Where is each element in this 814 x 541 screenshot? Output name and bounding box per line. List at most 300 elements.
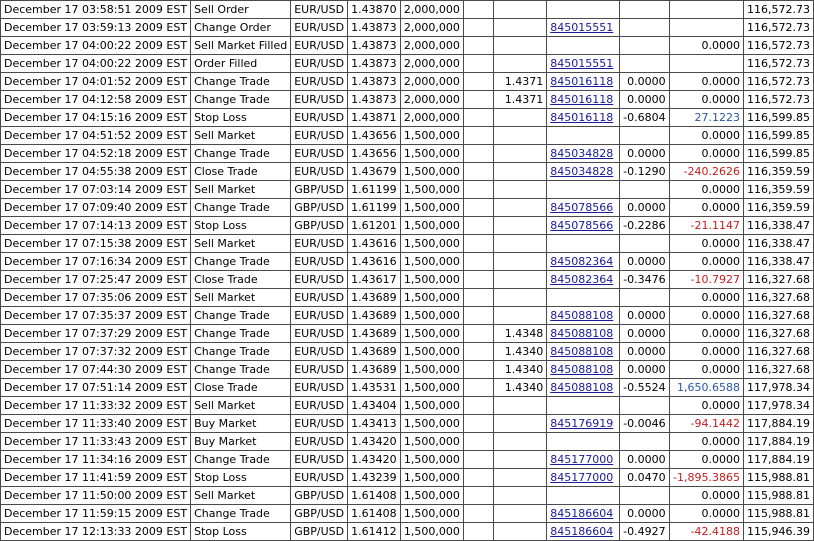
- ticket-link: [547, 235, 620, 253]
- ticket-number-link[interactable]: 845015551: [550, 21, 614, 34]
- interest-cell: -0.6804: [620, 109, 669, 127]
- empty-cell: [463, 487, 493, 505]
- amount-cell: 2,000,000: [400, 73, 463, 91]
- interest-cell: -0.3476: [620, 271, 669, 289]
- rate-cell: 1.43689: [348, 289, 401, 307]
- table-row: [1, 127, 814, 145]
- balance-cell: 116,338.47: [743, 235, 813, 253]
- interest-cell: -0.5524: [620, 379, 669, 397]
- rate-cell: 1.43689: [348, 325, 401, 343]
- amount-cell: 1,500,000: [400, 271, 463, 289]
- balance-cell: 117,978.34: [743, 397, 813, 415]
- pair-cell: GBP/USD: [291, 523, 348, 541]
- empty-cell: [463, 217, 493, 235]
- ticket-link: [547, 325, 620, 343]
- empty-cell: [463, 127, 493, 145]
- pair-cell: EUR/USD: [291, 469, 348, 487]
- amount-cell: 2,000,000: [400, 91, 463, 109]
- pair-cell: GBP/USD: [291, 181, 348, 199]
- rate-cell: 1.43404: [348, 397, 401, 415]
- profit-loss-cell: 0.0000: [669, 397, 743, 415]
- action-cell: Sell Order: [191, 1, 291, 19]
- ticket-number-link[interactable]: 845082364: [550, 273, 614, 286]
- table-row: [1, 235, 814, 253]
- empty-cell: [463, 145, 493, 163]
- date-cell: December 17 11:33:40 2009 EST: [1, 415, 191, 433]
- amount-cell: 1,500,000: [400, 325, 463, 343]
- ticket-link: [547, 289, 620, 307]
- amount-cell: 1,500,000: [400, 217, 463, 235]
- action-cell: Order Filled: [191, 55, 291, 73]
- ticket-link: [547, 163, 620, 181]
- date-cell: December 17 04:51:52 2009 EST: [1, 127, 191, 145]
- profit-loss-cell: 0.0000: [669, 289, 743, 307]
- ticket-link: [547, 433, 620, 451]
- pair-cell: EUR/USD: [291, 127, 348, 145]
- balance-cell: 117,884.19: [743, 415, 813, 433]
- amount-cell: 1,500,000: [400, 433, 463, 451]
- limit-rate-cell: [494, 181, 547, 199]
- amount-cell: 1,500,000: [400, 127, 463, 145]
- action-cell: Change Trade: [191, 505, 291, 523]
- ticket-number-link[interactable]: 845186604: [550, 507, 614, 520]
- profit-loss-cell: 27.1223: [669, 109, 743, 127]
- limit-rate-cell: [494, 397, 547, 415]
- table-row: [1, 217, 814, 235]
- action-cell: Sell Market: [191, 487, 291, 505]
- ticket-number-link[interactable]: 845015551: [550, 57, 614, 70]
- ticket-number-link[interactable]: 845088108: [550, 345, 614, 358]
- limit-rate-cell: [494, 469, 547, 487]
- interest-cell: 0.0000: [620, 451, 669, 469]
- empty-cell: [463, 433, 493, 451]
- action-cell: Close Trade: [191, 379, 291, 397]
- action-cell: Change Trade: [191, 451, 291, 469]
- balance-cell: 115,946.39: [743, 523, 813, 541]
- balance-cell: 117,978.34: [743, 379, 813, 397]
- limit-rate-cell: [494, 505, 547, 523]
- rate-cell: 1.43873: [348, 37, 401, 55]
- ticket-link: [547, 55, 620, 73]
- balance-cell: 116,359.59: [743, 199, 813, 217]
- empty-cell: [463, 199, 493, 217]
- limit-rate-cell: 1.4348: [494, 325, 547, 343]
- pair-cell: EUR/USD: [291, 307, 348, 325]
- table-row: [1, 289, 814, 307]
- action-cell: Stop Loss: [191, 469, 291, 487]
- pair-cell: EUR/USD: [291, 235, 348, 253]
- profit-loss-cell: 0.0000: [669, 505, 743, 523]
- date-cell: December 17 07:25:47 2009 EST: [1, 271, 191, 289]
- ticket-number-link[interactable]: 845016118: [550, 75, 614, 88]
- date-cell: December 17 04:52:18 2009 EST: [1, 145, 191, 163]
- balance-cell: 116,599.85: [743, 109, 813, 127]
- amount-cell: 2,000,000: [400, 19, 463, 37]
- ticket-link: [547, 361, 620, 379]
- ticket-number-link[interactable]: 845176919: [550, 417, 614, 430]
- rate-cell: 1.43531: [348, 379, 401, 397]
- profit-loss-cell: 0.0000: [669, 433, 743, 451]
- date-cell: December 17 11:34:16 2009 EST: [1, 451, 191, 469]
- empty-cell: [463, 55, 493, 73]
- limit-rate-cell: [494, 19, 547, 37]
- action-cell: Change Trade: [191, 307, 291, 325]
- ticket-link: [547, 199, 620, 217]
- table-row: [1, 361, 814, 379]
- ticket-number-link[interactable]: 845016118: [550, 111, 614, 124]
- amount-cell: 1,500,000: [400, 379, 463, 397]
- interest-cell: 0.0000: [620, 361, 669, 379]
- amount-cell: 1,500,000: [400, 487, 463, 505]
- limit-rate-cell: [494, 415, 547, 433]
- empty-cell: [463, 289, 493, 307]
- rate-cell: 1.61199: [348, 181, 401, 199]
- ticket-number-link[interactable]: 845088108: [550, 309, 614, 322]
- pair-cell: EUR/USD: [291, 145, 348, 163]
- interest-cell: 0.0000: [620, 199, 669, 217]
- rate-cell: 1.43873: [348, 55, 401, 73]
- profit-loss-cell: 0.0000: [669, 145, 743, 163]
- action-cell: Change Order: [191, 19, 291, 37]
- empty-cell: [463, 109, 493, 127]
- ticket-link: [547, 415, 620, 433]
- balance-cell: 116,338.47: [743, 253, 813, 271]
- empty-cell: [463, 307, 493, 325]
- pair-cell: EUR/USD: [291, 415, 348, 433]
- table-row: [1, 55, 814, 73]
- ticket-link: [547, 343, 620, 361]
- profit-loss-cell: 0.0000: [669, 37, 743, 55]
- pair-cell: EUR/USD: [291, 163, 348, 181]
- table-row: [1, 505, 814, 523]
- date-cell: December 17 11:50:00 2009 EST: [1, 487, 191, 505]
- amount-cell: 1,500,000: [400, 289, 463, 307]
- action-cell: Change Trade: [191, 145, 291, 163]
- amount-cell: 1,500,000: [400, 307, 463, 325]
- amount-cell: 1,500,000: [400, 397, 463, 415]
- action-cell: Change Trade: [191, 91, 291, 109]
- action-cell: Change Trade: [191, 199, 291, 217]
- pair-cell: EUR/USD: [291, 253, 348, 271]
- ticket-number-link[interactable]: 845177000: [550, 453, 614, 466]
- interest-cell: [620, 37, 669, 55]
- amount-cell: 1,500,000: [400, 199, 463, 217]
- limit-rate-cell: [494, 433, 547, 451]
- limit-rate-cell: 1.4340: [494, 379, 547, 397]
- interest-cell: [620, 181, 669, 199]
- date-cell: December 17 11:59:15 2009 EST: [1, 505, 191, 523]
- action-cell: Change Trade: [191, 325, 291, 343]
- limit-rate-cell: [494, 127, 547, 145]
- pair-cell: EUR/USD: [291, 271, 348, 289]
- empty-cell: [463, 361, 493, 379]
- pair-cell: EUR/USD: [291, 73, 348, 91]
- limit-rate-cell: [494, 145, 547, 163]
- table-row: [1, 523, 814, 541]
- amount-cell: 2,000,000: [400, 109, 463, 127]
- action-cell: Stop Loss: [191, 217, 291, 235]
- ticket-number-link[interactable]: 845034828: [550, 165, 614, 178]
- table-row: [1, 37, 814, 55]
- limit-rate-cell: [494, 451, 547, 469]
- ticket-number-link[interactable]: 845082364: [550, 255, 614, 268]
- interest-cell: 0.0000: [620, 325, 669, 343]
- interest-cell: 0.0000: [620, 73, 669, 91]
- pair-cell: EUR/USD: [291, 1, 348, 19]
- profit-loss-cell: 0.0000: [669, 73, 743, 91]
- interest-cell: 0.0470: [620, 469, 669, 487]
- empty-cell: [463, 235, 493, 253]
- interest-cell: [620, 487, 669, 505]
- empty-cell: [463, 73, 493, 91]
- table-row: [1, 163, 814, 181]
- ticket-number-link[interactable]: 845088108: [550, 327, 614, 340]
- empty-cell: [463, 505, 493, 523]
- ticket-link: [547, 505, 620, 523]
- profit-loss-cell: 0.0000: [669, 361, 743, 379]
- action-cell: Change Trade: [191, 343, 291, 361]
- balance-cell: 116,572.73: [743, 91, 813, 109]
- rate-cell: 1.43420: [348, 451, 401, 469]
- balance-cell: 117,884.19: [743, 433, 813, 451]
- amount-cell: 2,000,000: [400, 55, 463, 73]
- date-cell: December 17 07:35:06 2009 EST: [1, 289, 191, 307]
- table-row: [1, 487, 814, 505]
- ticket-number-link[interactable]: 845078566: [550, 201, 614, 214]
- rate-cell: 1.61201: [348, 217, 401, 235]
- ticket-number-link[interactable]: 845088108: [550, 381, 614, 394]
- pair-cell: GBP/USD: [291, 505, 348, 523]
- interest-cell: [620, 235, 669, 253]
- rate-cell: 1.43689: [348, 307, 401, 325]
- interest-cell: 0.0000: [620, 91, 669, 109]
- profit-loss-cell: 0.0000: [669, 325, 743, 343]
- date-cell: December 17 07:51:14 2009 EST: [1, 379, 191, 397]
- ticket-number-link[interactable]: 845177000: [550, 471, 614, 484]
- date-cell: December 17 03:59:13 2009 EST: [1, 19, 191, 37]
- ticket-link: [547, 523, 620, 541]
- pair-cell: EUR/USD: [291, 397, 348, 415]
- interest-cell: [620, 397, 669, 415]
- ticket-number-link[interactable]: 845078566: [550, 219, 614, 232]
- balance-cell: 116,338.47: [743, 217, 813, 235]
- amount-cell: 1,500,000: [400, 469, 463, 487]
- ticket-link: [547, 127, 620, 145]
- amount-cell: 1,500,000: [400, 523, 463, 541]
- amount-cell: 1,500,000: [400, 343, 463, 361]
- ticket-number-link[interactable]: 845034828: [550, 147, 614, 160]
- date-cell: December 17 03:58:51 2009 EST: [1, 1, 191, 19]
- table-body: [1, 1, 814, 541]
- balance-cell: 117,884.19: [743, 451, 813, 469]
- pair-cell: GBP/USD: [291, 217, 348, 235]
- interest-cell: [620, 1, 669, 19]
- rate-cell: 1.43413: [348, 415, 401, 433]
- pair-cell: EUR/USD: [291, 451, 348, 469]
- interest-cell: -0.4927: [620, 523, 669, 541]
- amount-cell: 2,000,000: [400, 37, 463, 55]
- ticket-link: [547, 1, 620, 19]
- date-cell: December 17 04:15:16 2009 EST: [1, 109, 191, 127]
- amount-cell: 2,000,000: [400, 1, 463, 19]
- rate-cell: 1.43873: [348, 19, 401, 37]
- table-row: [1, 1, 814, 19]
- balance-cell: 116,327.68: [743, 271, 813, 289]
- rate-cell: 1.43873: [348, 91, 401, 109]
- ticket-link: [547, 451, 620, 469]
- empty-cell: [463, 469, 493, 487]
- action-cell: Buy Market: [191, 433, 291, 451]
- rate-cell: 1.43617: [348, 271, 401, 289]
- profit-loss-cell: 0.0000: [669, 127, 743, 145]
- ticket-number-link[interactable]: 845088108: [550, 363, 614, 376]
- profit-loss-cell: 0.0000: [669, 307, 743, 325]
- profit-loss-cell: -94.1442: [669, 415, 743, 433]
- pair-cell: EUR/USD: [291, 433, 348, 451]
- profit-loss-cell: 0.0000: [669, 253, 743, 271]
- pair-cell: EUR/USD: [291, 109, 348, 127]
- limit-rate-cell: [494, 307, 547, 325]
- pair-cell: EUR/USD: [291, 91, 348, 109]
- action-cell: Stop Loss: [191, 109, 291, 127]
- action-cell: Change Trade: [191, 253, 291, 271]
- ticket-link: [547, 109, 620, 127]
- pair-cell: GBP/USD: [291, 487, 348, 505]
- pair-cell: EUR/USD: [291, 19, 348, 37]
- rate-cell: 1.43873: [348, 73, 401, 91]
- amount-cell: 1,500,000: [400, 145, 463, 163]
- interest-cell: [620, 127, 669, 145]
- balance-cell: 115,988.81: [743, 505, 813, 523]
- profit-loss-cell: [669, 19, 743, 37]
- balance-cell: 116,572.73: [743, 19, 813, 37]
- ticket-number-link[interactable]: 845016118: [550, 93, 614, 106]
- limit-rate-cell: [494, 109, 547, 127]
- amount-cell: 1,500,000: [400, 451, 463, 469]
- balance-cell: 116,327.68: [743, 361, 813, 379]
- action-cell: Sell Market: [191, 235, 291, 253]
- profit-loss-cell: 0.0000: [669, 91, 743, 109]
- ticket-link: [547, 253, 620, 271]
- action-cell: Sell Market Filled: [191, 37, 291, 55]
- profit-loss-cell: 0.0000: [669, 181, 743, 199]
- profit-loss-cell: [669, 1, 743, 19]
- profit-loss-cell: 0.0000: [669, 487, 743, 505]
- balance-cell: 116,572.73: [743, 73, 813, 91]
- date-cell: December 17 07:44:30 2009 EST: [1, 361, 191, 379]
- pair-cell: EUR/USD: [291, 289, 348, 307]
- pair-cell: EUR/USD: [291, 343, 348, 361]
- rate-cell: 1.61408: [348, 505, 401, 523]
- limit-rate-cell: 1.4340: [494, 361, 547, 379]
- interest-cell: [620, 19, 669, 37]
- table-row: [1, 307, 814, 325]
- date-cell: December 17 07:09:40 2009 EST: [1, 199, 191, 217]
- empty-cell: [463, 163, 493, 181]
- balance-cell: 116,327.68: [743, 325, 813, 343]
- ticket-link: [547, 73, 620, 91]
- profit-loss-cell: 0.0000: [669, 451, 743, 469]
- rate-cell: 1.43420: [348, 433, 401, 451]
- date-cell: December 17 04:00:22 2009 EST: [1, 37, 191, 55]
- limit-rate-cell: [494, 289, 547, 307]
- empty-cell: [463, 1, 493, 19]
- rate-cell: 1.43679: [348, 163, 401, 181]
- empty-cell: [463, 415, 493, 433]
- action-cell: Sell Market: [191, 181, 291, 199]
- action-cell: Sell Market: [191, 289, 291, 307]
- balance-cell: 116,327.68: [743, 289, 813, 307]
- table-row: [1, 91, 814, 109]
- date-cell: December 17 07:35:37 2009 EST: [1, 307, 191, 325]
- rate-cell: 1.61408: [348, 487, 401, 505]
- date-cell: December 17 12:13:33 2009 EST: [1, 523, 191, 541]
- table-row: [1, 379, 814, 397]
- action-cell: Close Trade: [191, 271, 291, 289]
- ticket-link: [547, 469, 620, 487]
- date-cell: December 17 07:16:34 2009 EST: [1, 253, 191, 271]
- pair-cell: EUR/USD: [291, 325, 348, 343]
- empty-cell: [463, 451, 493, 469]
- amount-cell: 1,500,000: [400, 505, 463, 523]
- ticket-link: [547, 181, 620, 199]
- table-row: [1, 145, 814, 163]
- date-cell: December 17 04:01:52 2009 EST: [1, 73, 191, 91]
- empty-cell: [463, 397, 493, 415]
- date-cell: December 17 11:33:32 2009 EST: [1, 397, 191, 415]
- interest-cell: -0.2286: [620, 217, 669, 235]
- interest-cell: 0.0000: [620, 343, 669, 361]
- interest-cell: 0.0000: [620, 253, 669, 271]
- limit-rate-cell: [494, 55, 547, 73]
- ticket-link: [547, 145, 620, 163]
- profit-loss-cell: 0.0000: [669, 235, 743, 253]
- table-row: [1, 73, 814, 91]
- limit-rate-cell: [494, 1, 547, 19]
- ticket-link: [547, 217, 620, 235]
- table-row: [1, 451, 814, 469]
- table-row: [1, 415, 814, 433]
- rate-cell: 1.43689: [348, 343, 401, 361]
- balance-cell: 116,599.85: [743, 145, 813, 163]
- empty-cell: [463, 37, 493, 55]
- ticket-link: [547, 307, 620, 325]
- rate-cell: 1.43871: [348, 109, 401, 127]
- profit-loss-cell: -10.7927: [669, 271, 743, 289]
- table-row: [1, 325, 814, 343]
- rate-cell: 1.43239: [348, 469, 401, 487]
- empty-cell: [463, 343, 493, 361]
- limit-rate-cell: [494, 523, 547, 541]
- pair-cell: EUR/USD: [291, 361, 348, 379]
- date-cell: December 17 07:37:29 2009 EST: [1, 325, 191, 343]
- action-cell: Change Trade: [191, 361, 291, 379]
- ticket-link: [547, 91, 620, 109]
- rate-cell: 1.43616: [348, 235, 401, 253]
- interest-cell: 0.0000: [620, 145, 669, 163]
- ticket-link: [547, 37, 620, 55]
- rate-cell: 1.43656: [348, 145, 401, 163]
- table-row: [1, 253, 814, 271]
- rate-cell: 1.43689: [348, 361, 401, 379]
- date-cell: December 17 11:33:43 2009 EST: [1, 433, 191, 451]
- amount-cell: 1,500,000: [400, 361, 463, 379]
- empty-cell: [463, 523, 493, 541]
- pair-cell: EUR/USD: [291, 379, 348, 397]
- table-row: [1, 181, 814, 199]
- profit-loss-cell: 0.0000: [669, 199, 743, 217]
- ticket-number-link[interactable]: 845186604: [550, 525, 614, 538]
